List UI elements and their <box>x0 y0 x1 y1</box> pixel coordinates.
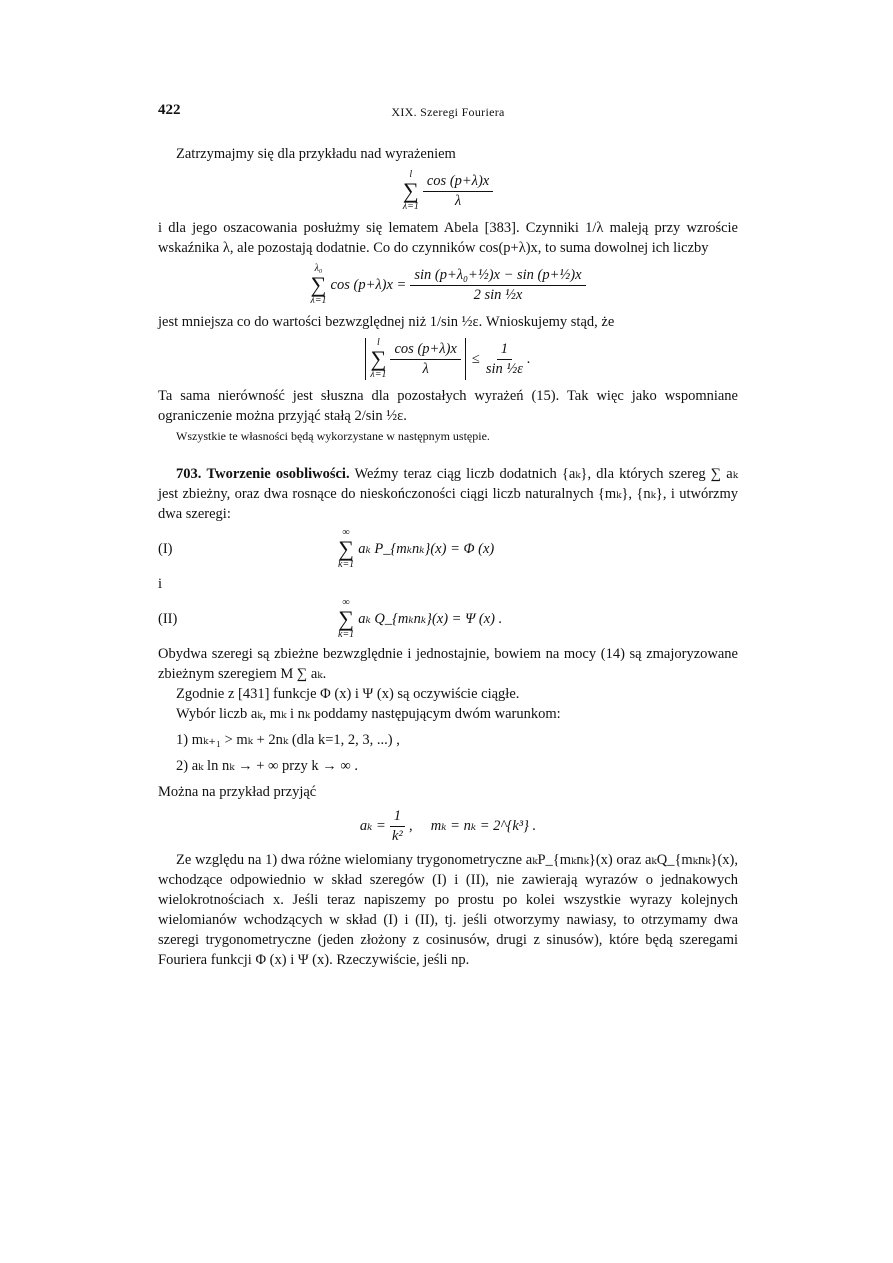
section-title: Tworzenie osobliwości. <box>206 466 350 482</box>
running-header <box>158 100 738 122</box>
paragraph-small: Wszystkie te własności będą wykorzystane w następnym ustępie. <box>176 429 490 443</box>
fraction: $\frac{\text{sin (p+λ₀+½)x − sin (p+½)x}}{\text{2 sin ½x}}$ <box>410 267 585 303</box>
paragraph: Ta sama nierówność jest słuszna dla pozostałych wyrażeń (15). Tak więc jako wspomniane ograniczenie można przyjąć stałą 2/sin ½ε. <box>158 388 738 424</box>
equation-choice: aₖ = $\frac{1}{\text{k²}}$ , mₖ = nₖ = 2^{k³} . <box>359 808 537 844</box>
equation-bound: l ∑ λ=1 $\frac{\cos (p+\lambda)x}{\lambda}$ ≤ $\frac{1}{\text{sin ½ε}}$ . <box>158 338 738 380</box>
page-content <box>158 100 738 970</box>
paragraph: i dla jego oszacowania posłużmy się lematem Abela [383]. Czynniki 1/λ maleją przy wzroście wskaźnika λ, ale pozostają dodatnie. Co do czynników cos(p+λ)x, to suma dowolnej ich liczby <box>158 220 738 256</box>
condition-1: 1) mₖ₊₁ > mₖ + 2nₖ (dla k=1, 2, 3, ...) , <box>176 732 400 748</box>
series-I: (I) ∞ ∑ k=1 aₖ P_{mₖnₖ}(x) = Φ (x) <box>158 527 495 570</box>
equation-cos-sum: λ₀ ∑ λ=1 cos (p+λ)x = $\frac{\text{sin (p+λ₀+½)x − sin (p+½)x}}{\text{2 sin ½x}}$ <box>158 264 738 306</box>
series-II: (II) ∞ ∑ k=1 aₖ Q_{mₖnₖ}(x) = Ψ (x) . <box>158 597 503 640</box>
conjunction: i <box>158 576 163 592</box>
sum-symbol: l ∑ λ=1 <box>402 169 419 212</box>
sum-symbol: λ₀ ∑ λ=1 <box>310 263 327 306</box>
section-number: 703. <box>176 466 202 482</box>
absolute-value: l ∑ λ=1 $\frac{\cos (p+\lambda)x}{\lambda}$ <box>365 338 465 380</box>
condition-2: 2) aₖ ln nₖ → + ∞ przy k → ∞ . <box>176 758 358 774</box>
paragraph: jest mniejsza co do wartości bezwzględnej niż 1/sin ½ε. Wnioskujemy stąd, że <box>158 314 615 330</box>
section-paragraph: 703. Tworzenie osobliwości. Weźmy teraz ciąg liczb dodatnich {aₖ}, dla których szereg ∑ aₖ jest zbieżny, oraz dwa rosnące do nieskończoności ciągi liczb naturalnych {mₖ}, {nₖ}, i utwórzmy dwa szeregi: <box>158 466 739 522</box>
fraction: $\frac{\cos (p+\lambda)x}{\lambda}$ <box>423 173 493 209</box>
paragraph: Obydwa szeregi są zbieżne bezwzględnie i jednostajnie, bowiem na mocy (14) są zmajoryzowane zbieżnym szeregiem M ∑ aₖ. <box>158 646 738 682</box>
chapter-title: XIX. Szeregi Fouriera <box>391 105 505 119</box>
paragraph: Zgodnie z [431] funkcje Φ (x) i Ψ (x) są oczywiście ciągłe. <box>176 686 520 702</box>
paragraph: Ze względu na 1) dwa różne wielomiany trygonometryczne aₖP_{mₖnₖ}(x) oraz aₖQ_{mₖnₖ}(x), wchodzące odpowiednio w skład szeregów (I) i (II), nie zawierają wyrazów o jednakowych wielokrotnościach x. Jeśli teraz napiszemy po prostu po kolei wszystkie wyrazy kolejnych wielomianów wchodzących w skład (I) i (II), tj. jeśli otworzymy nawiasy, to otrzymamy dwa szeregi trygonometryczne (jeden złożony z cosinusów, drugi z sinusów), które będą szeregami Fouriera funkcji Φ (x) i Ψ (x). Rzeczywiście, jeśli np. <box>158 852 738 969</box>
equation-label: (I) <box>158 541 173 557</box>
page-number: 422 <box>158 102 181 118</box>
equation-sum <box>158 170 738 212</box>
paragraph: Wybór liczb aₖ, mₖ i nₖ poddamy następującym dwóm warunkom: <box>176 706 561 722</box>
paragraph: Zatrzymajmy się dla przykładu nad wyrażeniem <box>176 146 456 162</box>
paragraph: Można na przykład przyjąć <box>158 784 317 800</box>
equation-label: (II) <box>158 611 178 627</box>
